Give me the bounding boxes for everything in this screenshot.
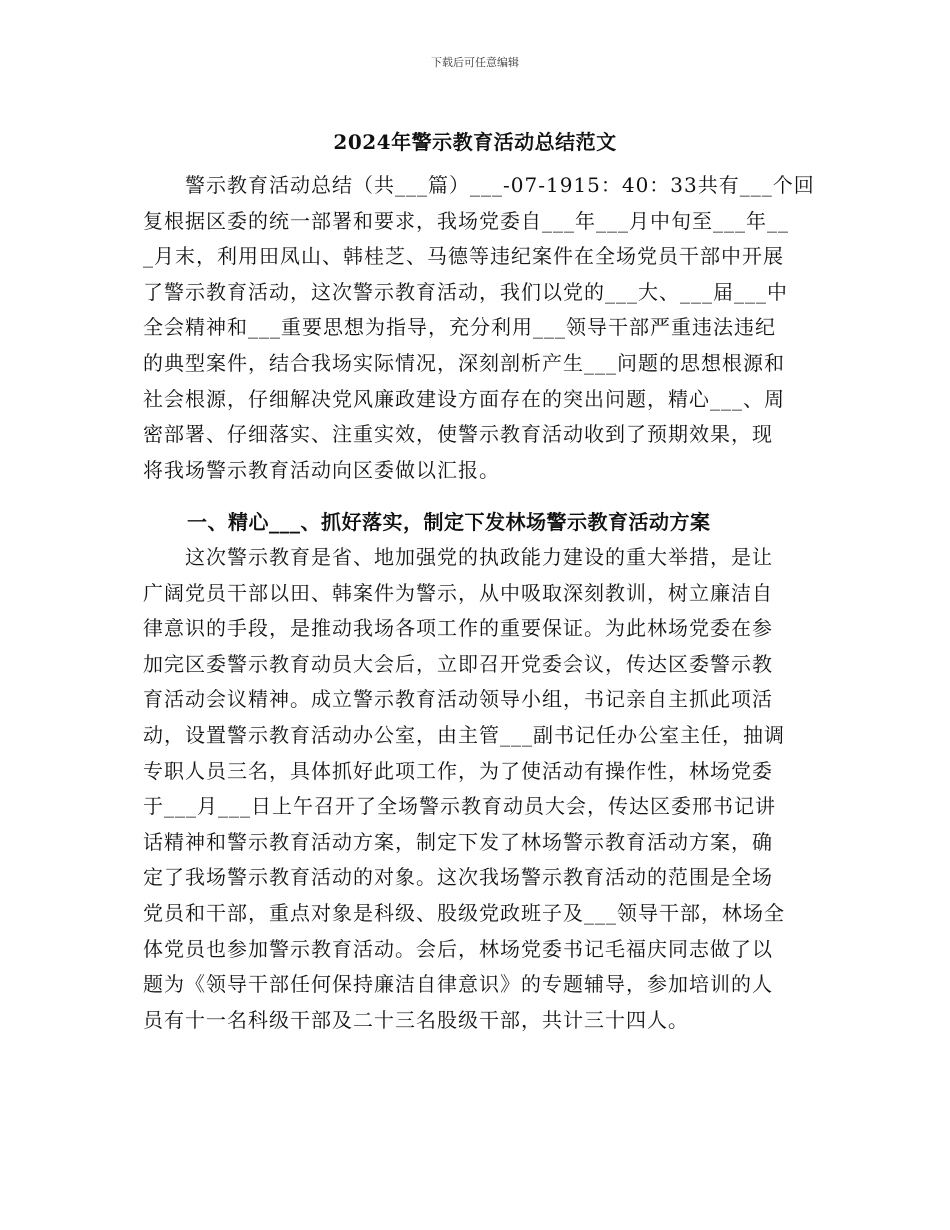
paragraph-line: 题为《领导干部任何保持廉洁自律意识》的专题辅导，参加培训的人 bbox=[143, 972, 773, 997]
paragraph-line: 体党员也参加警示教育活动。会后，林场党委书记毛福庆同志做了以 bbox=[143, 936, 773, 961]
paragraph-line: 将我场警示教育活动向区委做以汇报。 bbox=[143, 457, 500, 482]
paragraph-line: 社会根源，仔细解决党风廉政建设方面存在的突出问题，精心___、周 bbox=[143, 386, 785, 411]
section-paragraph bbox=[143, 540, 811, 1038]
paragraph-line: 了警示教育活动，这次警示教育活动，我们以党的___大、___届___中 bbox=[143, 279, 788, 304]
intro-paragraph bbox=[143, 168, 815, 488]
paragraph-line: 这次警示教育是省、地加强党的执政能力建设的重大举措，是让 bbox=[143, 545, 773, 569]
paragraph-line: 加完区委警示教育动员大会后，立即召开党委会议，传达区委警示教 bbox=[143, 651, 773, 676]
paragraph-line: 的典型案件，结合我场实际情况，深刻剖析产生___问题的思想根源和 bbox=[143, 350, 785, 375]
paragraph-line: 育活动会议精神。成立警示教育活动领导小组，书记亲自主抓此项活 bbox=[143, 687, 773, 712]
paragraph-line: 动，设置警示教育活动办公室，由主管___副书记任办公室主任，抽调 bbox=[143, 722, 785, 747]
paragraph-line: 律意识的手段，是推动我场各项工作的重要保证。为此林场党委在参 bbox=[143, 616, 773, 641]
header-note: 下载后可任意编辑 bbox=[431, 56, 519, 69]
paragraph-line: 全会精神和___重要思想为指导，充分利用___领导干部严重违法违纪 bbox=[143, 315, 776, 340]
paragraph-line: 话精神和警示教育活动方案，制定下发了林场警示教育活动方案，确 bbox=[143, 829, 773, 854]
paragraph-line: 专职人员三名，具体抓好此项工作，为了使活动有操作性，林场党委 bbox=[143, 758, 773, 783]
paragraph-line: 员有十一名科级干部及二十三名股级干部，共计三十四人。 bbox=[143, 1007, 689, 1032]
paragraph-line: 党员和干部，重点对象是科级、股级党政班子及___领导干部，林场全 bbox=[143, 900, 785, 925]
paragraph-line: 警示教育活动总结（共___篇）___-07-1915：40：33共有___个回 bbox=[143, 173, 815, 197]
paragraph-line: 于___月___日上午召开了全场警示教育动员大会，传达区委邢书记讲 bbox=[143, 794, 776, 819]
paragraph-line: 复根据区委的统一部署和要求，我场党委自___年___月中旬至___年__ bbox=[143, 208, 789, 233]
paragraph-line: 密部署、仔细落实、注重实效，使警示教育活动收到了预期效果，现 bbox=[143, 422, 773, 447]
document-title: 2024年警示教育活动总结范文 bbox=[333, 130, 617, 154]
paragraph-line: 定了我场警示教育活动的对象。这次我场警示教育活动的范围是全场 bbox=[143, 865, 773, 890]
section-heading: 一、精心___、抓好落实，制定下发林场警示教育活动方案 bbox=[187, 510, 711, 534]
paragraph-line: _月末，利用田凤山、韩桂芝、马德等违纪案件在全场党员干部中开展 bbox=[143, 244, 784, 269]
paragraph-line: 广阔党员干部以田、韩案件为警示，从中吸取深刻教训，树立廉洁自 bbox=[143, 580, 773, 605]
